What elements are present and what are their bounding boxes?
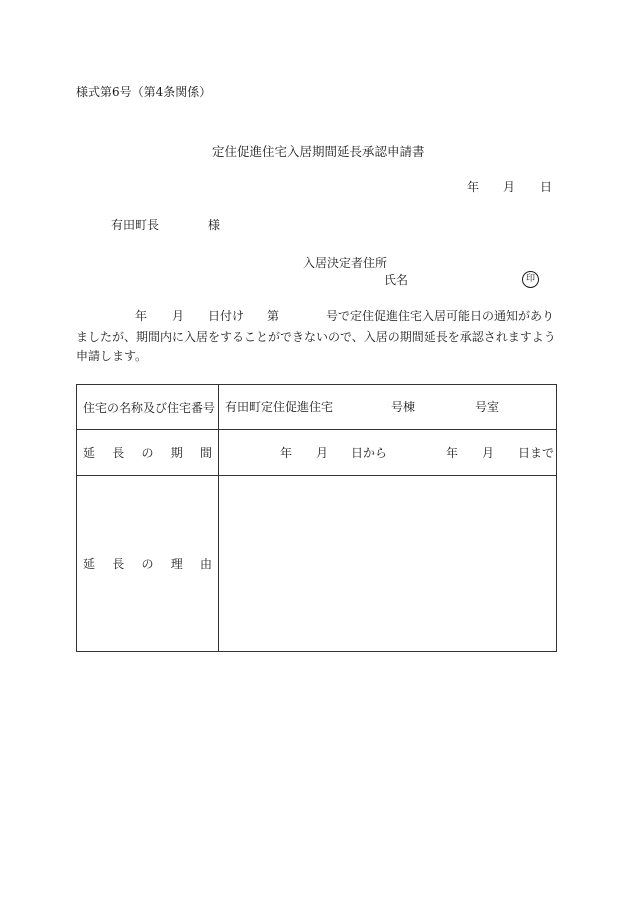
room-number-label: 号室 [475,400,500,414]
reason-label-char: 延 [83,557,96,571]
notice-text: 号で定住促進住宅入居可能日の通知があり [326,309,555,323]
period-label-char: の [141,446,154,460]
reason-label-char: 長 [112,557,125,571]
date-day-label: 日 [540,180,553,194]
period-label-char: 間 [199,446,212,460]
housing-label-cell [77,385,219,430]
document-title: 定住促進住宅入居期間延長承認申請書 [212,144,425,159]
application-table [76,384,557,652]
housing-label: 住宅の名称及び住宅番号 [83,400,216,415]
from-day-label: 日から [351,445,388,460]
reason-label-char: 由 [199,557,212,571]
extension-reason-row [77,476,557,652]
form-number: 様式第6号（第4条関係） [76,85,212,99]
addressee-name: 有田町長 [111,218,160,232]
extension-period-row [77,430,557,476]
reason-value-cell[interactable] [219,476,557,652]
reason-label-char: の [141,557,154,571]
reason-label-cell [77,476,219,652]
body-line-3: 申請します。 [76,349,148,363]
housing-value-cell[interactable] [219,385,557,430]
seal-mark: 印 [522,271,539,288]
period-label [77,444,218,461]
to-day-label: 日まで [518,445,555,460]
period-label-cell [77,430,219,476]
notice-number-prefix: 第 [267,309,280,323]
from-month-label: 月 [316,445,329,460]
notice-dated-label: 日付け [208,309,245,323]
notice-year-label: 年 [135,309,148,323]
addressee-honorific: 様 [208,218,221,232]
reason-label-char: 理 [170,557,183,571]
housing-name: 有田町定住促進住宅 [225,400,334,414]
period-label-char: 長 [112,446,125,460]
period-label-char: 期 [170,446,183,460]
date-year-label: 年 [467,180,480,194]
notice-month-label: 月 [172,309,185,323]
applicant-address-label: 入居決定者住所 [303,256,388,270]
to-year-label: 年 [446,445,459,460]
building-number-label: 号棟 [391,400,416,414]
reason-label [77,555,218,572]
period-value-cell[interactable] [219,430,557,476]
date-month-label: 月 [503,180,516,194]
from-year-label: 年 [280,445,293,460]
applicant-name-label: 氏名 [384,273,409,287]
to-month-label: 月 [482,445,495,460]
body-line-2: ましたが、期間内に入居をすることができないので、入居の期間延長を承認されますよう [76,330,556,344]
period-label-char: 延 [83,446,96,460]
housing-row [77,385,557,430]
